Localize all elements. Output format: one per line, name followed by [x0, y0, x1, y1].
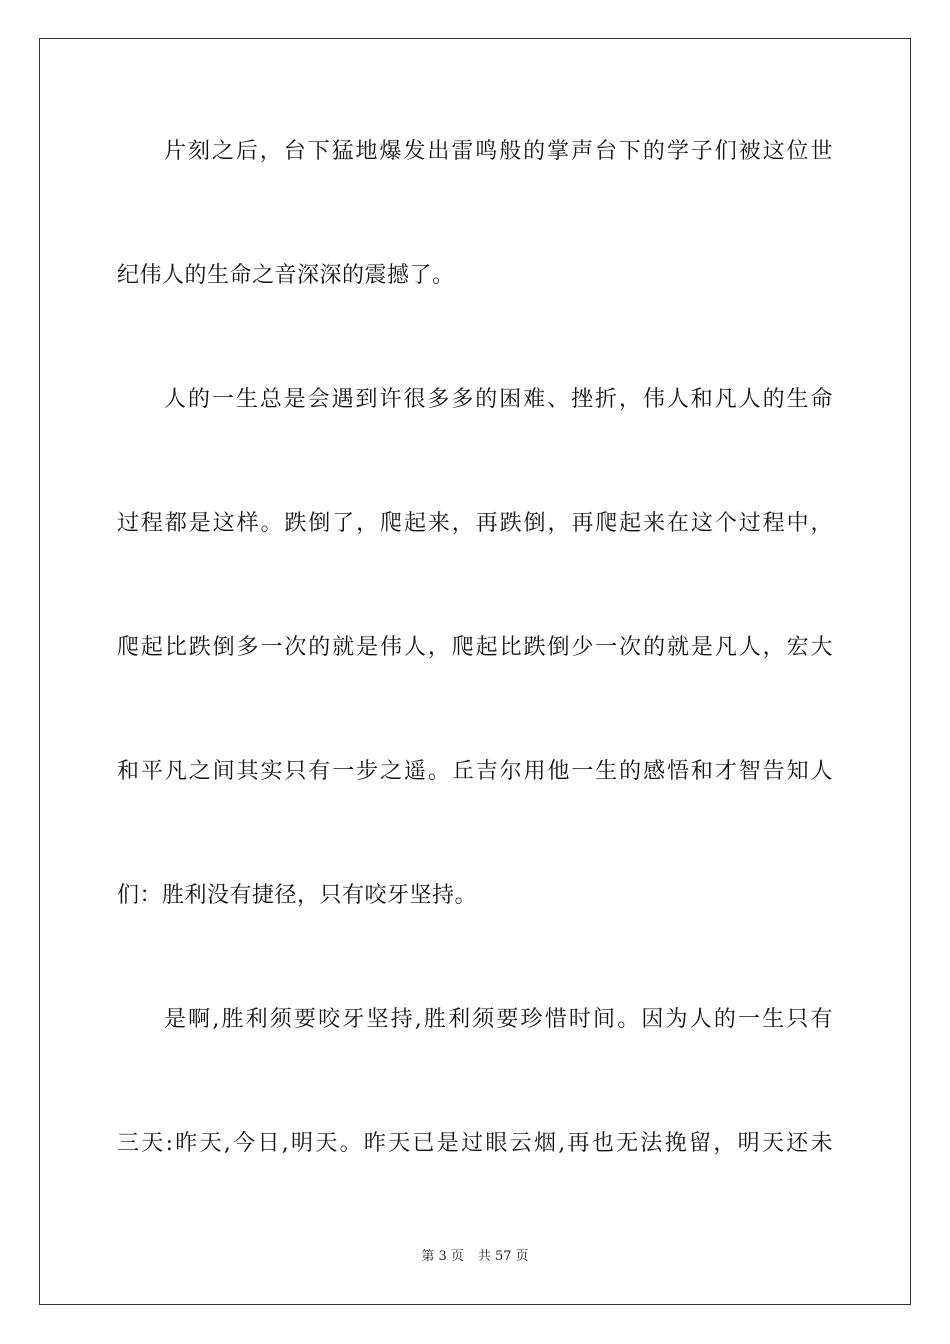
paragraph-2-line-3: 爬起比跌倒多一次的就是伟人，爬起比跌倒少一次的就是凡人，宏大 — [117, 635, 833, 660]
paragraph-2-line-2: 过程都是这样。跌倒了，爬起来，再跌倒，再爬起来在这个过程中， — [117, 511, 833, 536]
paragraph-2-line-5: 们：胜利没有捷径，只有咬牙坚持。 — [117, 883, 478, 908]
page-footer — [0, 1248, 950, 1266]
page-total: 共 57 页 — [477, 1249, 529, 1264]
page-number: 第 3 页 — [421, 1249, 464, 1264]
paragraph-1-line-1: 片刻之后，台下猛地爆发出雷鸣般的掌声台下的学子们被这位世 — [164, 139, 833, 164]
paragraph-2-line-4: 和平凡之间其实只有一步之遥。丘吉尔用他一生的感悟和才智告知人 — [117, 759, 833, 784]
paragraph-3-line-1: 是啊,胜利须要咬牙坚持,胜利须要珍惜时间。因为人的一生只有 — [164, 1007, 833, 1032]
paragraph-3-line-2: 三天:昨天,今日,明天。昨天已是过眼云烟,再也无法挽留，明天还未 — [117, 1131, 833, 1156]
paragraph-2-line-1: 人的一生总是会遇到许很多多的困难、挫折，伟人和凡人的生命 — [164, 387, 833, 412]
page-border — [39, 38, 911, 1305]
paragraph-1-line-2: 纪伟人的生命之音深深的震撼了。 — [117, 263, 455, 288]
